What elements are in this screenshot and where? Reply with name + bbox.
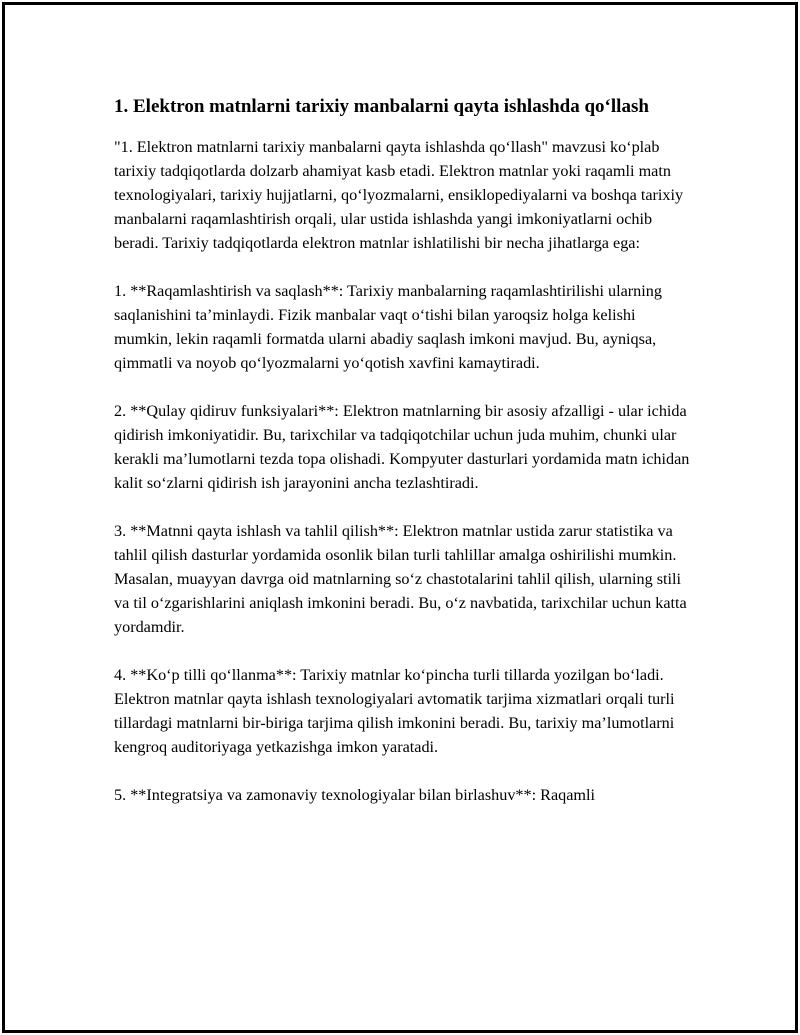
point-4-paragraph: 4. **Ko‘p tilli qo‘llanma**: Tarixiy matnlar ko‘pincha turli tillarda yozilgan bo‘ladi. Elektron matnlar qayta ishlash texnologiyalari avtomatik tarjima xizmatlari orqali turli tillardagi matnlarni bir-biriga tarjima qilish imkonini beradi. Bu, tarixiy ma’lumotlarni kengroq auditoriyaga yetkazishga imkon yaratadi.: [114, 666, 675, 756]
point-1-paragraph: 1. **Raqamlashtirish va saqlash**: Tarixiy manbalarning raqamlashtirilishi ularning saqlanishini ta’minlaydi. Fizik manbalar vaqt o‘tishi bilan yaroqsiz holga kelishi mumkin, lekin raqamli formatda ularni abadiy saqlash imkoni mavjud. Bu, ayniqsa, qimmatli va noyob qo‘lyozmalarni yo‘qotish xavfini kamaytiradi.: [114, 282, 662, 372]
document-body: [114, 93, 694, 831]
point-2-paragraph: 2. **Qulay qidiruv funksiyalari**: Elektron matnlarning bir asosiy afzalligi - ular ichida qidirish imkoniyatidir. Bu, tarixchilar va tadqiqotchilar uchun juda muhim, chunki ular kerakli ma’lumotlarni tezda topa olishadi. Kompyuter dasturlari yordamida matn ichidan kalit so‘zlarni qidirish ish jarayonini ancha tezlashtiradi.: [114, 402, 690, 492]
document-title: 1. Elektron matnlarni tarixiy manbalarni qayta ishlashda qo‘llash: [114, 96, 649, 117]
point-5-paragraph: 5. **Integratsiya va zamonaviy texnologiyalar bilan birlashuv**: Raqamli: [114, 786, 596, 804]
point-3-paragraph: 3. **Matnni qayta ishlash va tahlil qilish**: Elektron matnlar ustida zarur statistika va tahlil qilish dasturlar yordamida osonlik bilan turli tahlillar amalga oshirilishi mumkin. Masalan, muayyan davrga oid matnlarning so‘z chastotalarini tahlil qilish, ularning stili va til o‘zgarishlarini aniqlash imkonini beradi. Bu, o‘z navbatida, tarixchilar uchun katta yordamdir.: [114, 522, 687, 636]
intro-paragraph: "1. Elektron matnlarni tarixiy manbalarni qayta ishlashda qo‘llash" mavzusi ko‘plab tarixiy tadqiqotlarda dolzarb ahamiyat kasb etadi. Elektron matnlar yoki raqamli matn texnologiyalari, tarixiy hujjatlarni, qo‘lyozmalarni, ensiklopediyalarni va boshqa tarixiy manbalarni raqamlashtirish orqali, ular ustida ishlashda yangi imkoniyatlarni ochib beradi. Tarixiy tadqiqotlarda elektron matnlar ishlatilishi bir necha jihatlarga ega:: [114, 138, 684, 252]
